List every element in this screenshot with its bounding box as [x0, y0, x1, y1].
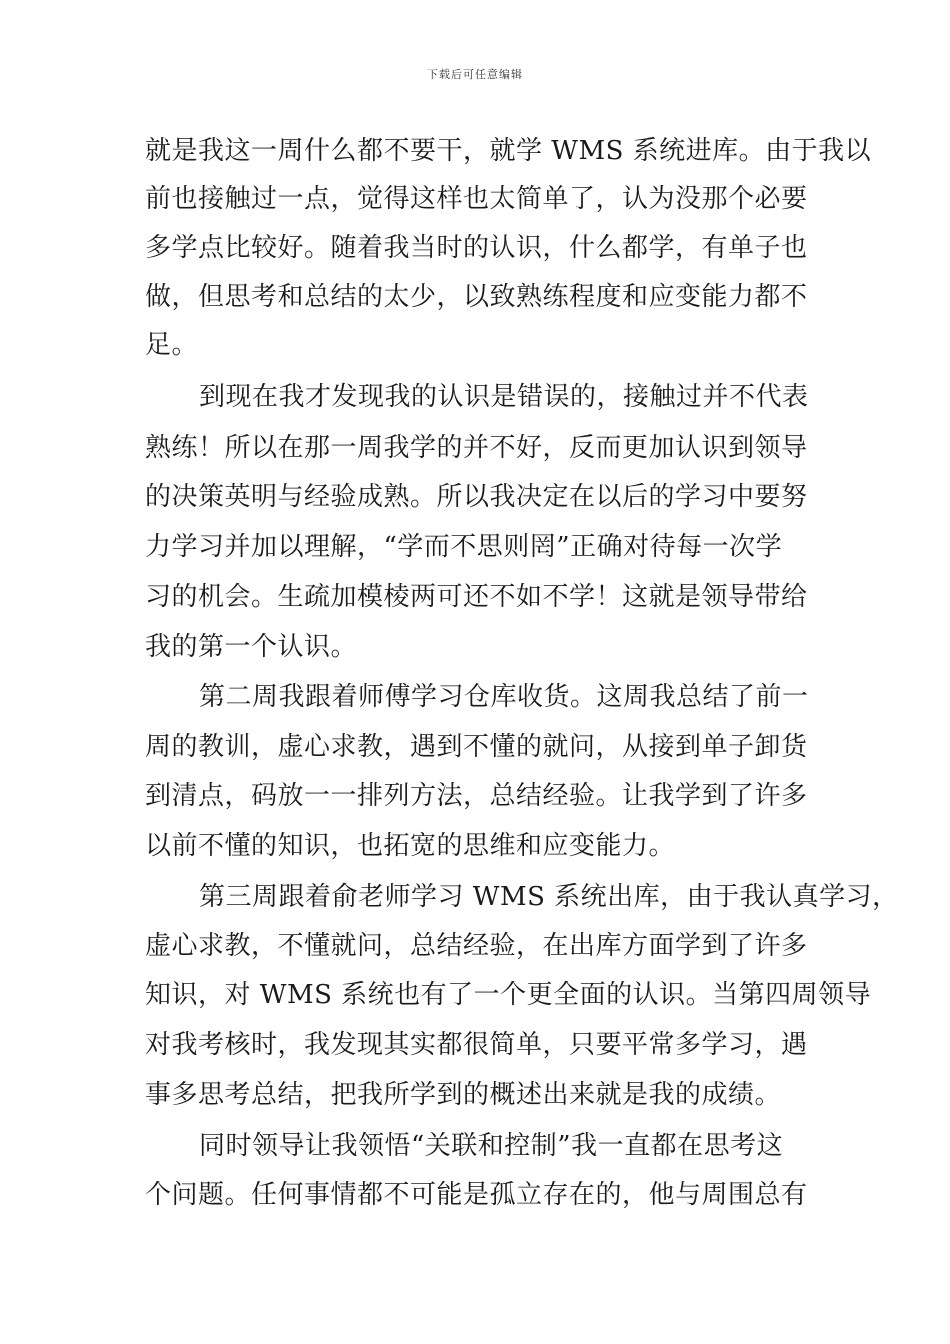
- text-line: 足。: [145, 330, 199, 360]
- header-note: 下载后可任意编辑: [427, 68, 523, 81]
- text-line: 对我考核时，我发现其实都很简单，只要平常多学习，遇: [145, 1030, 808, 1060]
- text-line: 周的教训，虚心求教，遇到不懂的就问，从接到单子卸货: [145, 732, 808, 762]
- text-line: 第三周跟着俞老师学习 WMS 系统出库，由于我认真学习，: [199, 882, 899, 912]
- text-line: 同时领导让我领悟“关联和控制”我一直都在思考这: [199, 1131, 784, 1161]
- text-line: 到现在我才发现我的认识是错误的，接触过并不代表: [199, 382, 809, 412]
- text-line: 力学习并加以理解，“学而不思则罔”正确对待每一次学: [145, 532, 783, 562]
- text-line: 的决策英明与经验成熟。所以我决定在以后的学习中要努: [145, 482, 808, 512]
- text-line: 虚心求教，不懂就问，总结经验，在出库方面学到了许多: [145, 931, 808, 961]
- text-line: 就是我这一周什么都不要干，就学 WMS 系统进库。由于我以: [145, 136, 872, 166]
- text-line: 个问题。任何事情都不可能是孤立存在的，他与周围总有: [145, 1180, 808, 1210]
- text-line: 前也接触过一点，觉得这样也太简单了，认为没那个必要: [145, 184, 808, 214]
- text-line: 习的机会。生疏加模棱两可还不如不学！这就是领导带给: [145, 582, 808, 612]
- text-line: 以前不懂的知识，也拓宽的思维和应变能力。: [145, 831, 676, 861]
- text-line: 知识，对 WMS 系统也有了一个更全面的认识。当第四周领导: [145, 980, 872, 1010]
- text-line: 多学点比较好。随着我当时的认识，什么都学，有单子也: [145, 233, 808, 263]
- text-line: 我的第一个认识。: [145, 632, 358, 662]
- text-line: 第二周我跟着师傅学习仓库收货。这周我总结了前一: [199, 682, 809, 712]
- text-line: 熟练！所以在那一周我学的并不好，反而更加认识到领导: [145, 433, 808, 463]
- text-line: 事多思考总结，把我所学到的概述出来就是我的成绩。: [145, 1080, 782, 1110]
- text-line: 做，但思考和总结的太少，以致熟练程度和应变能力都不: [145, 282, 808, 312]
- text-line: 到清点，码放一一排列方法，总结经验。让我学到了许多: [145, 781, 808, 811]
